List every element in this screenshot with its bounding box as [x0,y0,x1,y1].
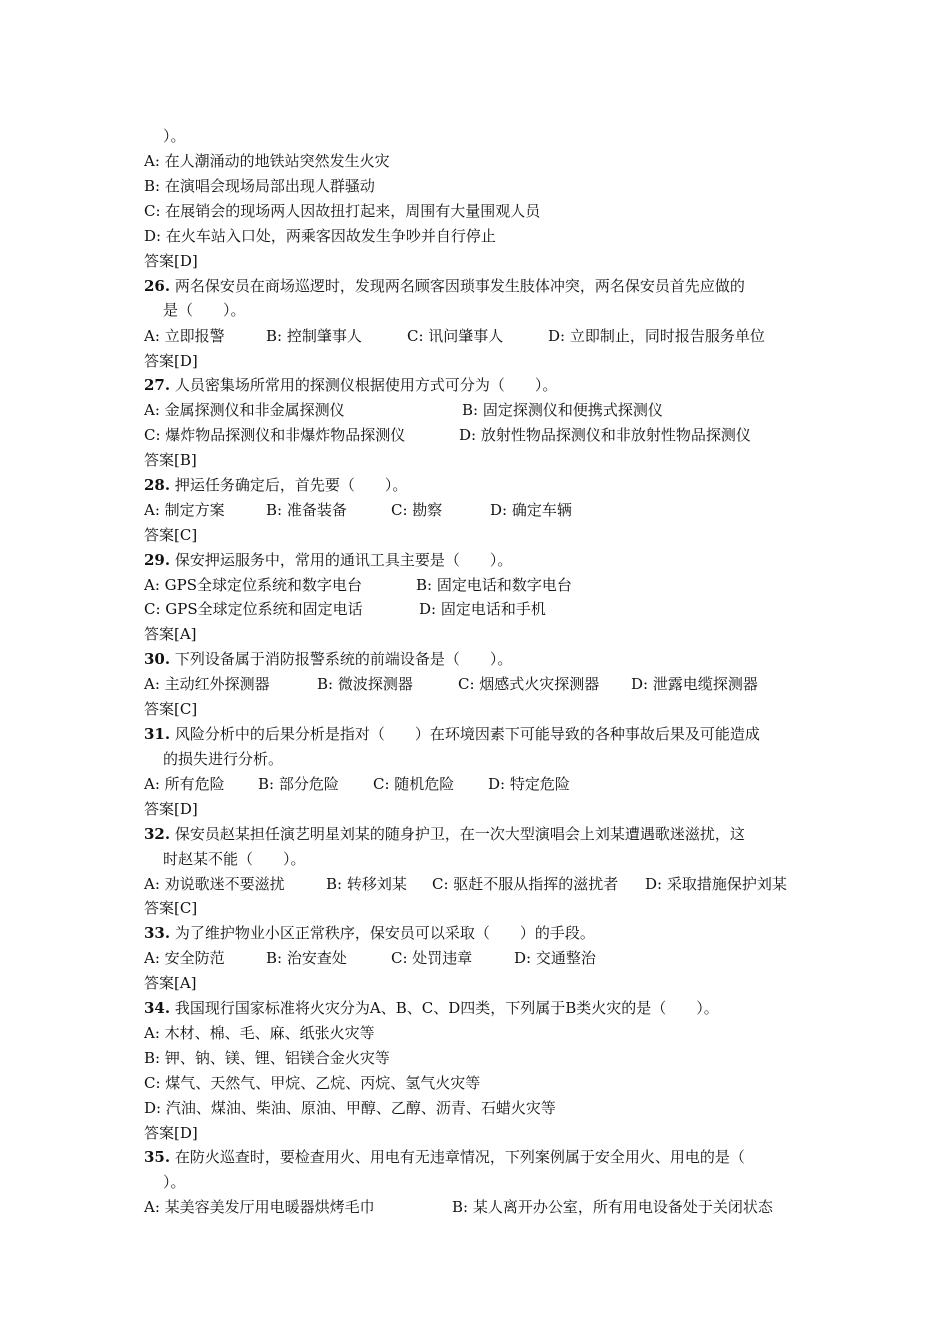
q30-option-c: C: 烟感式火灾探测器 [458,675,600,693]
q34-option-d: D: 汽油、煤油、柴油、原油、甲醇、乙醇、沥青、石蜡火灾等 [144,1099,556,1117]
q31-question [144,724,760,744]
q25-continuation: ）。 [163,127,186,145]
q27-answer: 答案[B] [144,451,197,469]
q30-number: 30. [144,650,171,668]
q29-option-c: C: GPS全球定位系统和固定电话 [144,600,363,618]
q34-option-a: A: 木材、棉、毛、麻、纸张火灾等 [144,1024,375,1042]
q25-answer: 答案[D] [144,252,198,270]
q27-number: 27. [144,376,171,394]
q34-answer: 答案[D] [144,1124,198,1142]
q26-option-a: A: 立即报警 [144,327,225,345]
q28-option-b: B: 准备装备 [266,501,347,519]
q33-option-b: B: 治安查处 [266,949,347,967]
q27-option-b: B: 固定探测仪和便携式探测仪 [462,401,663,419]
q29-answer: 答案[A] [144,625,197,643]
q27-option-c: C: 爆炸物品探测仪和非爆炸物品探测仪 [144,426,406,444]
q33-question [144,923,595,943]
q26-number: 26. [144,277,171,295]
q30-option-b: B: 微波探测器 [317,675,413,693]
q31-number: 31. [144,725,171,743]
q32-option-c: C: 驱赶不服从指挥的滋扰者 [432,875,619,893]
q26-text: 两名保安员在商场巡逻时，发现两名顾客因琐事发生肢体冲突，两名保安员首先应做的 [174,277,745,295]
q27-question [144,375,557,395]
q30-answer: 答案[C] [144,700,198,718]
q31-option-a: A: 所有危险 [144,775,225,793]
q28-option-c: C: 勘察 [391,501,443,519]
q32-number: 32. [144,825,171,843]
q33-option-a: A: 安全防范 [144,949,225,967]
q26-question [144,276,745,296]
q34-option-c: C: 煤气、天然气、甲烷、乙烷、丙烷、氢气火灾等 [144,1074,481,1092]
q35-number: 35. [144,1148,171,1166]
q29-text: 保安押运服务中，常用的通讯工具主要是（ ）。 [174,551,513,569]
q31-option-c: C: 随机危险 [373,775,455,793]
q29-number: 29. [144,551,171,569]
q33-text: 为了维护物业小区正常秩序，保安员可以采取（ ）的手段。 [174,924,595,942]
q35-option-b: B: 某人离开办公室，所有用电设备处于关闭状态 [452,1198,773,1216]
q25-option-b: B: 在演唱会现场局部出现人群骚动 [144,177,375,195]
q32-continuation: 时赵某不能（ ）。 [163,850,306,868]
q31-option-b: B: 部分危险 [258,775,339,793]
q27-text: 人员密集场所常用的探测仪根据使用方式可分为（ ）。 [174,376,558,394]
q28-answer: 答案[C] [144,526,198,544]
q27-option-d: D: 放射性物品探测仪和非放射性物品探测仪 [459,426,751,444]
q29-option-a: A: GPS全球定位系统和数字电台 [144,576,363,594]
q32-answer: 答案[C] [144,899,198,917]
q26-option-d: D: 立即制止，同时报告服务单位 [548,327,765,345]
q30-option-a: A: 主动红外探测器 [144,675,270,693]
q28-option-a: A: 制定方案 [144,501,225,519]
q28-number: 28. [144,476,171,494]
q26-continuation: 是（ ）。 [163,301,246,319]
q34-question [144,998,719,1018]
q28-text: 押运任务确定后，首先要（ ）。 [174,476,408,494]
q29-question [144,550,512,570]
q26-option-c: C: 讯问肇事人 [407,327,504,345]
q35-option-a: A: 某美容美发厅用电暖器烘烤毛巾 [144,1198,375,1216]
q27-option-a: A: 金属探测仪和非金属探测仪 [144,401,345,419]
q33-option-c: C: 处罚违章 [391,949,473,967]
q33-answer: 答案[A] [144,974,197,992]
q33-option-d: D: 交通整治 [514,949,596,967]
q29-option-b: B: 固定电话和数字电台 [416,576,572,594]
q25-option-d: D: 在火车站入口处，两乘客因故发生争吵并自行停止 [144,227,496,245]
q34-option-b: B: 钾、钠、镁、锂、铝镁合金火灾等 [144,1049,390,1067]
q25-option-a: A: 在人潮涌动的地铁站突然发生火灾 [144,152,390,170]
q30-question [144,649,512,669]
q35-question [144,1147,745,1167]
q35-text: 在防火巡查时，要检查用火、用电有无违章情况，下列案例属于安全用火、用电的是（ [174,1148,745,1166]
q31-text: 风险分析中的后果分析是指对（ ）在环境因素下可能导致的各种事故后果及可能造成 [174,725,760,743]
q32-option-b: B: 转移刘某 [326,875,407,893]
q31-answer: 答案[D] [144,800,198,818]
q26-option-b: B: 控制肇事人 [266,327,362,345]
q35-continuation: ）。 [163,1173,186,1191]
q31-continuation: 的损失进行分析。 [163,750,284,768]
q34-number: 34. [144,999,171,1017]
q28-option-d: D: 确定车辆 [490,501,572,519]
q29-option-d: D: 固定电话和手机 [419,600,546,618]
q33-number: 33. [144,924,171,942]
q25-option-c: C: 在展销会的现场两人因故扭打起来，周围有大量围观人员 [144,202,541,220]
q32-question [144,824,745,844]
q28-question [144,475,407,495]
q31-option-d: D: 特定危险 [488,775,570,793]
q26-answer: 答案[D] [144,352,198,370]
q30-option-d: D: 泄露电缆探测器 [631,675,758,693]
q34-text: 我国现行国家标准将火灾分为A、B、C、D四类，下列属于B类火灾的是（ ）。 [174,999,719,1017]
q32-option-a: A: 劝说歌迷不要滋扰 [144,875,285,893]
q32-option-d: D: 采取措施保护刘某 [645,875,787,893]
q30-text: 下列设备属于消防报警系统的前端设备是（ ）。 [174,650,513,668]
q32-text: 保安员赵某担任演艺明星刘某的随身护卫，在一次大型演唱会上刘某遭遇歌迷滋扰，这 [174,825,745,843]
